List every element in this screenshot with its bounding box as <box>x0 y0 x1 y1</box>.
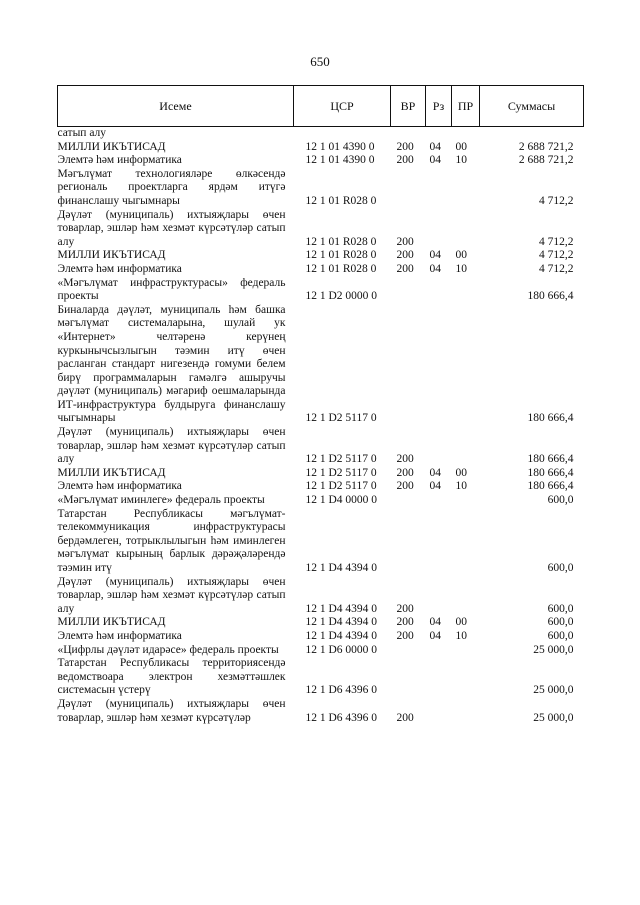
cell-csr: 12 1 D2 0000 0 <box>305 290 378 303</box>
cell-name: МИЛЛИ ИКЪТИСАД <box>57 140 166 153</box>
cell-sum: 25 000,0 <box>533 684 574 697</box>
cell-name: Дәүләт (муниципаль) ихтыяҗлары өчен товарлар, эшләр һәм хезмәт күрсәтүләр сатып алу <box>57 575 286 615</box>
cell-name: Дәүләт (муниципаль) ихтыяҗлары өчен товарлар, эшләр һәм хезмәт күрсәтүләр <box>57 697 286 724</box>
cell-vr <box>391 494 426 508</box>
cell-sum: 600,0 <box>547 629 574 642</box>
cell-sum: 2 688 721,2 <box>518 140 574 153</box>
cell-csr: 12 1 D2 5117 0 <box>305 412 377 425</box>
cell-sum: 25 000,0 <box>533 643 574 656</box>
cell-csr: 12 1 01 R028 0 <box>305 194 377 207</box>
cell-csr: 12 1 D6 4396 0 <box>305 684 378 697</box>
table-row <box>58 480 584 494</box>
cell-vr <box>391 304 426 426</box>
cell-sum: 4 712,2 <box>539 262 574 275</box>
table-row <box>58 209 584 250</box>
cell-sum: 4 712,2 <box>539 194 574 207</box>
column-header-pr: ПР <box>452 86 480 127</box>
cell-name: МИЛЛИ ИКЪТИСАД <box>57 616 166 629</box>
table-row <box>58 657 584 698</box>
cell-csr <box>294 127 391 141</box>
cell-csr: 12 1 D4 0000 0 <box>305 494 378 507</box>
cell-vr: 200 <box>396 602 414 615</box>
cell-rz: 04 <box>429 154 441 167</box>
table-row <box>58 494 584 508</box>
cell-csr: 12 1 D6 0000 0 <box>305 643 378 656</box>
table-row <box>58 616 584 630</box>
cell-rz: 04 <box>429 466 441 479</box>
cell-vr: 200 <box>396 249 414 262</box>
cell-vr: 200 <box>396 480 414 493</box>
cell-csr: 12 1 D4 4394 0 <box>305 616 378 629</box>
cell-csr: 12 1 01 R028 0 <box>305 262 377 275</box>
column-header-vr: ВР <box>391 86 426 127</box>
cell-name: Элемтә һәм информатика <box>57 154 182 167</box>
cell-sum: 4 712,2 <box>539 235 574 248</box>
cell-name: МИЛЛИ ИКЪТИСАД <box>57 249 166 262</box>
cell-pr <box>452 494 480 508</box>
page-number: 650 <box>310 54 330 69</box>
budget-table <box>57 85 584 725</box>
cell-name: Элемтә һәм информатика <box>57 480 182 493</box>
table-row <box>58 263 584 277</box>
table-row <box>58 644 584 658</box>
cell-rz <box>426 698 452 725</box>
cell-sum: 2 688 721,2 <box>518 154 574 167</box>
cell-vr: 200 <box>396 466 414 479</box>
cell-rz <box>426 127 452 141</box>
cell-rz <box>426 576 452 617</box>
cell-pr <box>452 657 480 698</box>
cell-pr <box>452 304 480 426</box>
table-row <box>58 698 584 725</box>
cell-sum: 600,0 <box>547 602 574 615</box>
cell-sum: 25 000,0 <box>533 711 574 724</box>
cell-sum: 180 666,4 <box>527 466 574 479</box>
cell-rz <box>426 277 452 304</box>
cell-csr: 12 1 01 R028 0 <box>305 235 377 248</box>
table-row <box>58 127 584 141</box>
cell-vr <box>391 644 426 658</box>
cell-pr <box>452 209 480 250</box>
cell-rz <box>426 168 452 209</box>
cell-name: «Цифрлы дәүләт идарәсе» федераль проекты <box>57 643 279 656</box>
column-header-csr: ЦСР <box>294 86 391 127</box>
cell-rz <box>426 657 452 698</box>
cell-rz <box>426 508 452 576</box>
cell-rz: 04 <box>429 262 441 275</box>
cell-sum: 600,0 <box>547 616 574 629</box>
cell-vr: 200 <box>396 616 414 629</box>
cell-pr <box>452 576 480 617</box>
cell-pr <box>452 168 480 209</box>
table-row <box>58 576 584 617</box>
cell-pr: 10 <box>455 629 467 642</box>
cell-csr: 12 1 D4 4394 0 <box>305 562 378 574</box>
cell-csr: 12 1 D2 5117 0 <box>305 480 377 493</box>
cell-pr: 00 <box>455 249 467 262</box>
cell-rz <box>426 494 452 508</box>
cell-name: Элемтә һәм информатика <box>57 262 182 275</box>
cell-sum: 180 666,4 <box>527 453 574 466</box>
cell-name: «Мәгълүмат инфраструктурасы» федераль проекты <box>57 276 286 303</box>
cell-name: Мәгълүмат технологияләре өлкәсендә региональ проектларга ярдәм итүгә финанслашу чыгымнары <box>57 167 286 207</box>
cell-csr: 12 1 01 4390 0 <box>305 140 375 153</box>
column-header-sum: Суммасы <box>480 86 584 127</box>
cell-name: «Мәгълүмат иминлеге» федераль проекты <box>57 494 265 507</box>
table-row <box>58 304 584 426</box>
cell-pr: 00 <box>455 466 467 479</box>
cell-vr: 200 <box>396 711 414 724</box>
cell-sum: 4 712,2 <box>539 249 574 262</box>
cell-rz <box>426 209 452 250</box>
cell-vr <box>391 277 426 304</box>
cell-vr <box>391 127 426 141</box>
cell-pr: 10 <box>455 480 467 493</box>
cell-csr: 12 1 D2 5117 0 <box>305 453 377 466</box>
cell-rz: 04 <box>429 480 441 493</box>
table-row <box>58 249 584 263</box>
cell-pr <box>452 698 480 725</box>
cell-pr <box>452 277 480 304</box>
cell-pr: 10 <box>455 262 467 275</box>
cell-sum: 600,0 <box>547 562 574 574</box>
cell-vr: 200 <box>396 629 414 642</box>
cell-csr: 12 1 D6 4396 0 <box>305 711 378 724</box>
table-row <box>58 168 584 209</box>
table-row <box>58 467 584 481</box>
cell-rz: 04 <box>429 249 441 262</box>
cell-name: Биналарда дәүләт, муниципаль һәм башка мәгълүмат системаларына, шулай ук «Интернет» челтәренә керүнең куркынычсызлыгын тәэмин итү өчен расланган стандарт нигезендә гомуми белем бирү программаларын гамәлгә ашыручы дәүләт (муниципаль) мәгариф оешмаларында ИТ-инфраструктура булдыруга финанслашу чыгымнары <box>57 303 286 425</box>
table-row <box>58 508 584 576</box>
table-header <box>58 86 584 127</box>
cell-name: Татарстан Республикасы мәгълүмат-телекоммуникация инфраструктурасы бердәмлеген, тотрыклылыгын һәм иминлеген мәгълүмат кырының барлык дәрәҗәләрендә тәэмин итү <box>57 507 286 574</box>
table-row <box>58 154 584 168</box>
cell-name: Элемтә һәм информатика <box>57 629 182 642</box>
cell-pr <box>452 426 480 467</box>
cell-rz <box>426 644 452 658</box>
cell-vr <box>391 168 426 209</box>
cell-rz: 04 <box>429 629 441 642</box>
cell-vr <box>391 657 426 698</box>
table-row <box>58 426 584 467</box>
cell-csr: 12 1 01 R028 0 <box>305 249 377 262</box>
table-row <box>58 141 584 155</box>
cell-sum: 180 666,4 <box>527 290 574 303</box>
cell-sum <box>480 127 584 141</box>
cell-rz: 04 <box>429 616 441 629</box>
cell-pr <box>452 508 480 576</box>
cell-sum: 600,0 <box>547 494 574 507</box>
column-header-name: Исеме <box>58 86 294 127</box>
cell-csr: 12 1 D2 5117 0 <box>305 466 377 479</box>
cell-csr: 12 1 D4 4394 0 <box>305 629 378 642</box>
cell-vr: 200 <box>396 453 414 466</box>
cell-pr <box>452 644 480 658</box>
cell-vr: 200 <box>396 262 414 275</box>
cell-csr: 12 1 D4 4394 0 <box>305 602 378 615</box>
cell-pr: 00 <box>455 616 467 629</box>
cell-rz <box>426 304 452 426</box>
cell-name: Татарстан Республикасы территориясендә ведомствоара электрон хезмәттәшлек системасын үстерү <box>57 657 286 697</box>
cell-pr: 10 <box>455 154 467 167</box>
cell-sum: 180 666,4 <box>527 480 574 493</box>
cell-name: сатып алу <box>57 127 107 139</box>
cell-rz <box>426 426 452 467</box>
cell-name: Дәүләт (муниципаль) ихтыяҗлары өчен товарлар, эшләр һәм хезмәт күрсәтүләр сатып алу <box>57 426 286 466</box>
cell-rz: 04 <box>429 140 441 153</box>
cell-pr: 00 <box>455 140 467 153</box>
cell-csr: 12 1 01 4390 0 <box>305 154 375 167</box>
table-row <box>58 277 584 304</box>
cell-vr: 200 <box>396 140 414 153</box>
table-row <box>58 630 584 644</box>
cell-vr: 200 <box>396 235 414 248</box>
cell-name: Дәүләт (муниципаль) ихтыяҗлары өчен товарлар, эшләр һәм хезмәт күрсәтүләр сатып алу <box>57 208 286 248</box>
cell-name: МИЛЛИ ИКЪТИСАД <box>57 466 166 479</box>
cell-vr: 200 <box>396 154 414 167</box>
cell-sum: 180 666,4 <box>527 412 574 425</box>
column-header-rz: Рз <box>426 86 452 127</box>
cell-pr <box>452 127 480 141</box>
cell-vr <box>391 508 426 576</box>
table-body <box>58 127 584 726</box>
